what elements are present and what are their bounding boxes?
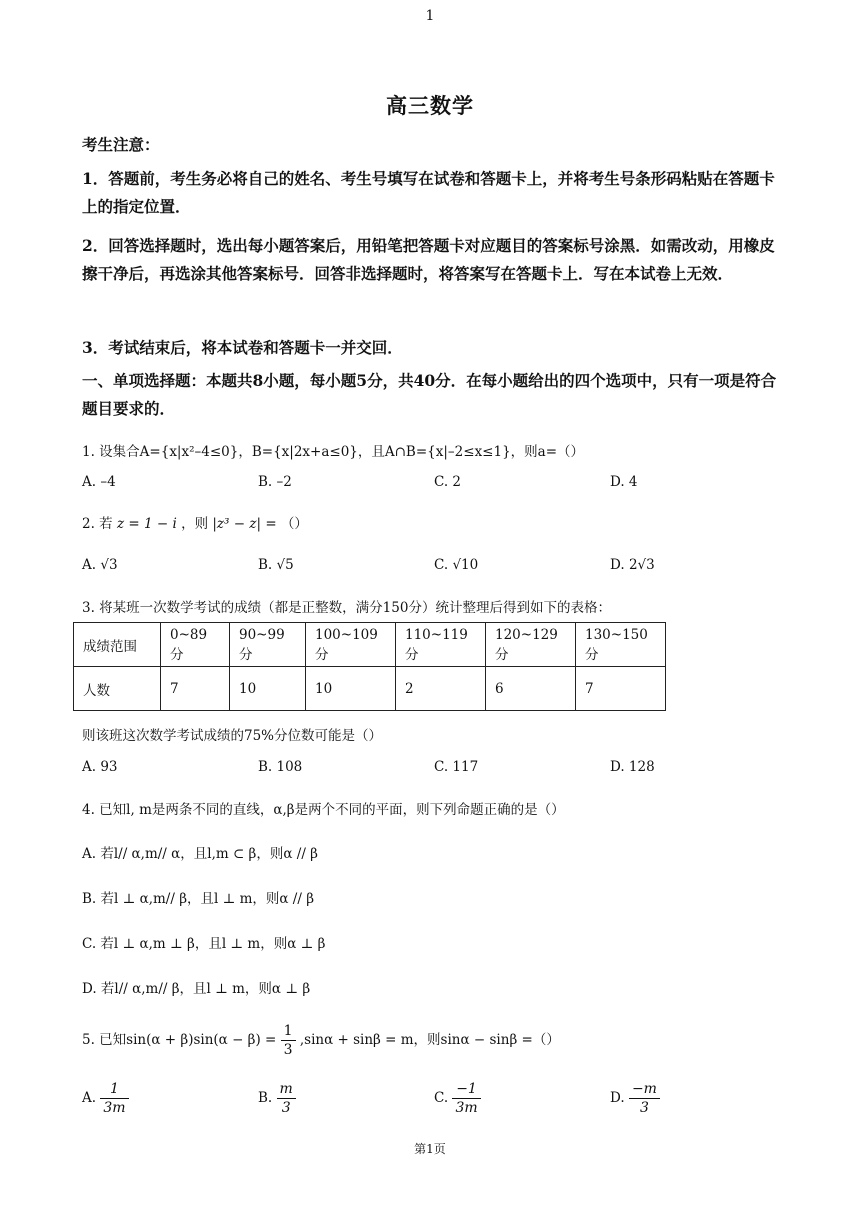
- q2-option-b-label: B.: [258, 557, 273, 573]
- table-cell: 6: [486, 667, 576, 711]
- table-header-cell: 成绩范围: [74, 623, 161, 667]
- q2-option-d-label: D.: [610, 557, 625, 573]
- q2-abs-expression: |z³ − z|: [212, 516, 262, 532]
- q5-option-d-num: −m: [629, 1080, 660, 1099]
- q3-option-b: B. 108: [258, 759, 303, 775]
- section-heading: 一、单项选择题：本题共8小题，每小题5分，共40分．在每小题给出的四个选项中，只有一项是符合题目要求的．: [82, 371, 777, 418]
- q1-option-a: A. –4: [82, 474, 116, 490]
- table-cell: 10: [230, 667, 306, 711]
- q3-follow-up: 则该班这次数学考试成绩的75%分位数可能是（）: [82, 728, 383, 744]
- q5-option-b-den: 3: [281, 1100, 291, 1116]
- q2-option-a: [82, 557, 118, 573]
- notice-item-3: 3．考试结束后，将本试卷和答题卡一并交回．: [82, 338, 403, 357]
- table-header-cell: 90~99分: [230, 623, 306, 667]
- q5-option-b-fraction: [277, 1080, 296, 1117]
- q5-fraction: [281, 1022, 296, 1059]
- q2-option-a-label: A.: [82, 557, 97, 573]
- q3-option-c: C. 117: [434, 759, 479, 775]
- q2-z-expression: z = 1 − i: [116, 516, 177, 532]
- q3-option-d: D. 128: [610, 759, 655, 775]
- score-table-count-row: [74, 667, 666, 711]
- page-footer: 第1页: [414, 1142, 446, 1156]
- q5-option-c-den: 3m: [455, 1100, 478, 1116]
- table-header-cell: 120~129分: [486, 623, 576, 667]
- q2-stem-suffix: = （）: [265, 516, 308, 532]
- q1-option-b: B. –2: [258, 474, 292, 490]
- q2-option-c: [434, 557, 478, 573]
- notice-item-2: 2．回答选择题时，选出每小题答案后，用铅笔把答题卡对应题目的答案标号涂黑．如需改动，用橡皮擦干净后，再选涂其他答案标号．回答非选择题时，将答案写在答题卡上．写在本试卷上无效．: [82, 236, 775, 283]
- q2-stem-prefix: 2. 若: [82, 516, 113, 532]
- q2-option-a-value: √3: [100, 557, 118, 573]
- page-number: 1: [425, 8, 435, 24]
- q5-option-a-den: 3m: [103, 1100, 126, 1116]
- notice-heading: 考生注意：: [82, 135, 160, 154]
- q5-option-d-fraction: [629, 1080, 660, 1117]
- q5-option-b: [258, 1080, 296, 1117]
- q2-option-c-value: √10: [452, 557, 479, 573]
- q5-option-a-label: A.: [82, 1090, 97, 1106]
- q5-option-b-num: m: [277, 1080, 296, 1099]
- q4-stem: 4. 已知l, m是两条不同的直线，α,β是两个不同的平面，则下列命题正确的是（）: [82, 802, 565, 818]
- q5-option-c: [434, 1080, 481, 1117]
- q1-stem: 1. 设集合A={x|x²–4≤0}，B={x|2x+a≤0}，且A∩B={x|–2≤x≤1}，则a=（）: [82, 444, 585, 460]
- q5-stem-prefix: 5. 已知sin(α + β)sin(α − β) =: [82, 1032, 277, 1048]
- q5-option-d-label: D.: [610, 1090, 625, 1106]
- q4-option-c: C. 若l ⊥ α,m ⊥ β，且l ⊥ m，则α ⊥ β: [82, 936, 326, 952]
- q2-stem-mid: ，则: [181, 516, 209, 532]
- exam-title: 高三数学: [386, 93, 474, 118]
- q1-option-d: D. 4: [610, 474, 638, 490]
- q4-option-a: A. 若l// α,m// α，且l,m ⊂ β，则α // β: [82, 846, 318, 862]
- q5-option-d-den: 3: [639, 1100, 649, 1116]
- q5-stem: [82, 1022, 560, 1059]
- table-cell: 7: [161, 667, 230, 711]
- table-cell: 7: [576, 667, 666, 711]
- table-cell: 人数: [74, 667, 161, 711]
- q5-option-b-label: B.: [258, 1090, 273, 1106]
- table-header-cell: 0~89分: [161, 623, 230, 667]
- q2-option-d: [610, 557, 655, 573]
- table-header-cell: 100~109分: [306, 623, 396, 667]
- q2-option-b-value: √5: [276, 557, 294, 573]
- q5-option-c-fraction: [452, 1080, 480, 1117]
- q5-option-a: [82, 1080, 129, 1117]
- q5-option-a-num: 1: [100, 1080, 128, 1099]
- q2-option-d-value: 2√3: [628, 557, 655, 573]
- q1-option-c: C. 2: [434, 474, 462, 490]
- q3-option-a: A. 93: [82, 759, 118, 775]
- table-header-cell: 110~119分: [396, 623, 486, 667]
- q2-option-b: [258, 557, 294, 573]
- q4-option-b: B. 若l ⊥ α,m// β，且l ⊥ m，则α // β: [82, 891, 314, 907]
- table-header-cell: 130~150分: [576, 623, 666, 667]
- score-table: [73, 622, 666, 711]
- q2-option-c-label: C.: [434, 557, 449, 573]
- q5-option-a-fraction: [100, 1080, 128, 1117]
- q5-stem-mid: ,sinα + sinβ = m，则sinα − sinβ =（）: [299, 1032, 560, 1048]
- q5-fraction-denominator: 3: [283, 1042, 293, 1058]
- score-table-header-row: [74, 623, 666, 667]
- q4-option-d: D. 若l// α,m// β，且l ⊥ m，则α ⊥ β: [82, 981, 311, 997]
- q5-option-c-label: C.: [434, 1090, 449, 1106]
- q5-option-d: [610, 1080, 660, 1117]
- q5-fraction-numerator: 1: [281, 1022, 296, 1041]
- notice-item-1: 1．答题前，考生务必将自己的姓名、考生号填写在试卷和答题卡上，并将考生号条形码粘贴在答题卡上的指定位置．: [82, 169, 775, 216]
- q2-stem: [82, 512, 308, 532]
- q3-stem: 3. 将某班一次数学考试的成绩（都是正整数，满分150分）统计整理后得到如下的表格：: [82, 600, 611, 616]
- table-cell: 10: [306, 667, 396, 711]
- q5-option-c-num: −1: [452, 1080, 480, 1099]
- table-cell: 2: [396, 667, 486, 711]
